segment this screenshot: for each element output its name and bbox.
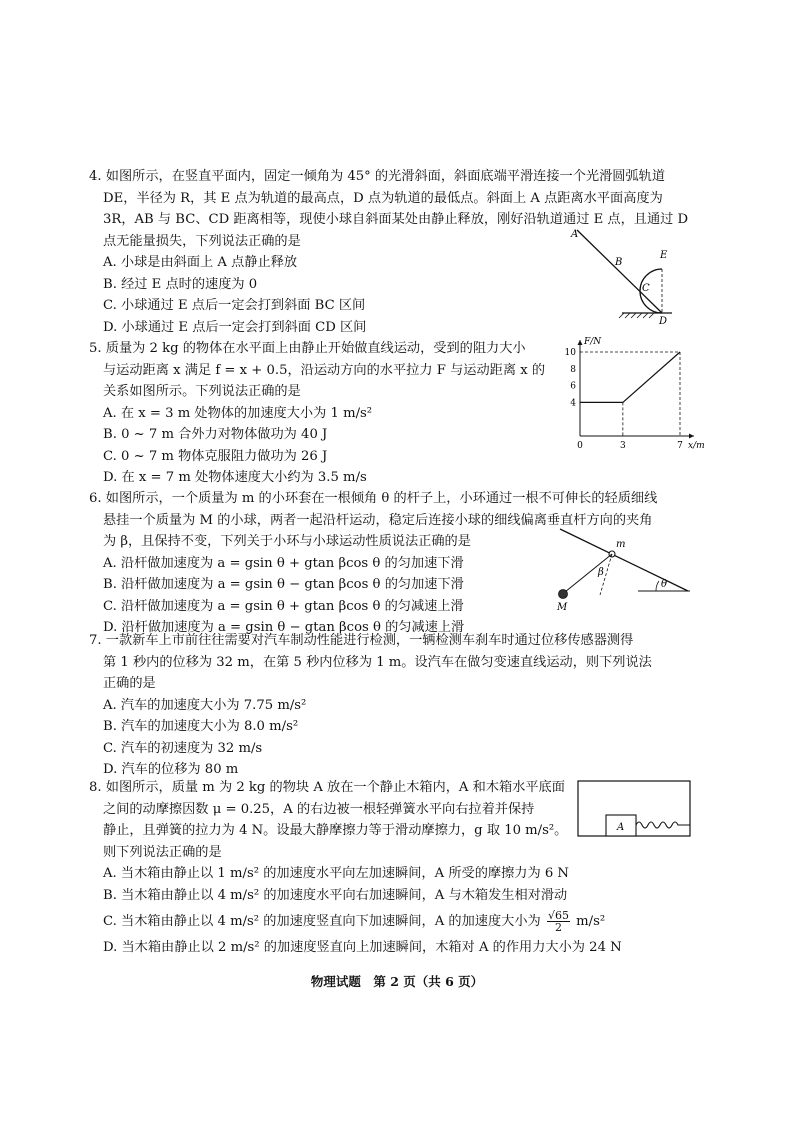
q4-stem-line: 4. 如图所示，在竖直平面内，固定一倾角为 45° 的光滑斜面，斜面底端平滑连接一个光滑圆弧轨道 [89, 169, 666, 184]
q8-label-a: A [617, 822, 625, 833]
q5-chart [556, 334, 706, 458]
q6-option-a: A. 沿杆做加速度为 a = gsin θ + gtan βcos θ 的匀加速下滑 [103, 555, 464, 571]
q4-stem-line: 3R，AB 与 BC、CD 距离相等，现使小球自斜面某处由静止释放，刚好沿轨道通过 E 点，且通过 D [103, 212, 689, 227]
x-tick-label: 0 [577, 441, 583, 451]
q7-option-d: D. 汽车的位移为 80 m [103, 762, 239, 777]
q7-stem-line: 正确的是 [103, 676, 156, 691]
x-tick-label: 3 [619, 441, 626, 451]
y-tick-label: 8 [570, 364, 576, 375]
q6-label-m: m [616, 539, 626, 550]
q4-option-b: B. 经过 E 点时的速度为 0 [103, 276, 258, 292]
q8-figure-box-spring [576, 779, 696, 843]
y-tick-label: 10 [564, 348, 576, 358]
q6-stem-line: 悬挂一个质量为 M 的小球，两者一起沿杆运动，稳定后连接小球的细线偏离垂直杆方向的夹角 [103, 512, 653, 528]
question-7 [89, 630, 652, 781]
q8-option-b: B. 当木箱由静止以 4 m/s² 的加速度水平向右加速瞬间，A 与木箱发生相对滑动 [103, 887, 568, 903]
q6-option-c: C. 沿杆做加速度为 a = gsin θ + gtan βcos θ 的匀减速上滑 [103, 598, 464, 614]
q4-option-a: A. 小球是由斜面上 A 点静止释放 [103, 255, 298, 270]
q8-option-d: D. 当木箱由静止以 2 m/s² 的加速度竖直向上加速瞬间，木箱对 A 的作用力大小为 24 N [103, 940, 622, 955]
q4-label-d: D [659, 316, 668, 327]
q8-stem-line: 之间的动摩擦因数 μ = 0.25，A 的右边被一根轻弹簧水平向右拉着并保持 [103, 801, 535, 817]
q8-option-a: A. 当木箱由静止以 1 m/s² 的加速度水平向左加速瞬间，A 所受的摩擦力为 6 N [103, 866, 569, 881]
q7-stem-line: 7. 一款新车上市前往往需要对汽车制动性能进行检测，一辆检测车刹车时通过位移传感器测得 [89, 633, 634, 648]
q8-option-c-text: C. 当木箱由静止以 4 m/s² 的加速度竖直向下加速瞬间，A 的加速度大小为 [103, 914, 541, 929]
q4-option-d: D. 小球通过 E 点后一定会打到斜面 CD 区间 [103, 319, 367, 335]
y-tick-label: 6 [570, 381, 576, 392]
q7-stem-line: 第 1 秒内的位移为 32 m，在第 5 秒内位移为 1 m。设汽车在做匀变速直线运动，则下列说法 [103, 654, 652, 670]
y-tick-label: 4 [570, 398, 576, 409]
q8-stem-line: 8. 如图所示，质量 m 为 2 kg 的物块 A 放在一个静止木箱内，A 和木箱水平底面 [89, 780, 565, 795]
q8-option-c-denominator: 2 [554, 921, 562, 934]
q4-stem-line: 点无能量损失，下列说法正确的是 [103, 233, 301, 249]
q6-label-beta: β [598, 567, 604, 578]
y-axis-title: F/N [584, 337, 602, 347]
q7-option-a: A. 汽车的加速度大小为 7.75 m/s² [103, 697, 307, 713]
question-5 [89, 338, 546, 489]
q4-label-b: B [615, 257, 623, 268]
q8-option-c [103, 910, 622, 933]
q4-label-e: E [660, 250, 668, 261]
q6-stem-line: 为 β，且保持不变，下列关于小环与小球运动性质说法正确的是 [103, 534, 471, 549]
y-axis-arrow-icon [578, 340, 583, 345]
q8-stem-line: 则下列说法正确的是 [103, 844, 222, 860]
q4-stem-line: DE，半径为 R，其 E 点为轨道的最高点，D 点为轨道的最低点。斜面上 A 点距离水平面高度为 [103, 190, 663, 206]
q4-figure-slope-track [572, 225, 702, 329]
q5-option-c: C. 0 ~ 7 m 物体克服阻力做功为 26 J [103, 448, 328, 464]
page-footer: 物理试题 第 2 页（共 6 页） [310, 974, 484, 989]
q4-label-c: C [642, 283, 650, 294]
q7-option-b: B. 汽车的加速度大小为 8.0 m/s² [103, 719, 299, 734]
q6-label-theta: θ [661, 579, 668, 590]
q8-option-c-fraction [547, 910, 570, 933]
q6-option-d: D. 沿杆做加速度为 a = gsin θ − gtan βcos θ 的匀减速上滑 [103, 620, 465, 635]
q5-stem-line: 关系如图所示。下列说法正确的是 [103, 384, 301, 399]
q8-stem-line: 静止，且弹簧的拉力为 4 N。设最大静摩擦力等于滑动摩擦力，g 取 10 m/s²。 [103, 823, 568, 838]
q4-option-c: C. 小球通过 E 点后一定会打到斜面 BC 区间 [103, 298, 366, 313]
x-axis-arrow-icon [689, 434, 694, 439]
x-axis-title: x/m [688, 441, 705, 451]
question-8 [89, 777, 625, 959]
q5-option-a: A. 在 x = 3 m 处物体的加速度大小为 1 m/s² [103, 405, 373, 421]
q4-label-a: A [571, 229, 579, 240]
spring-icon [636, 822, 690, 828]
q8-option-c-unit: m/s² [576, 914, 606, 929]
q5-option-b: B. 0 ~ 7 m 合外力对物体做功为 40 J [103, 427, 328, 442]
q6-stem-line: 6. 如图所示，一个质量为 m 的小环套在一根倾角 θ 的杆子上，小环通过一根不可伸长的轻质细线 [89, 491, 658, 506]
x-tick-label: 7 [677, 441, 683, 451]
q6-option-b: B. 沿杆做加速度为 a = gsin θ − gtan βcos θ 的匀加速下滑 [103, 577, 464, 592]
q5-option-d: D. 在 x = 7 m 处物体速度大小约为 3.5 m/s [103, 470, 367, 485]
series-line [580, 352, 680, 402]
q5-stem-line: 5. 质量为 2 kg 的物体在水平面上由静止开始做直线运动，受到的阻力大小 [89, 341, 526, 356]
q6-figure-rod-ring-ball [548, 525, 698, 619]
q6-label-M: M [557, 602, 568, 613]
q8-option-c-numerator: √65 [547, 909, 569, 922]
q7-option-c: C. 汽车的初速度为 32 m/s [103, 740, 263, 756]
q5-stem-line: 与运动距离 x 满足 f = x + 0.5，沿运动方向的水平拉力 F 与运动距离 x 的 [103, 362, 546, 378]
